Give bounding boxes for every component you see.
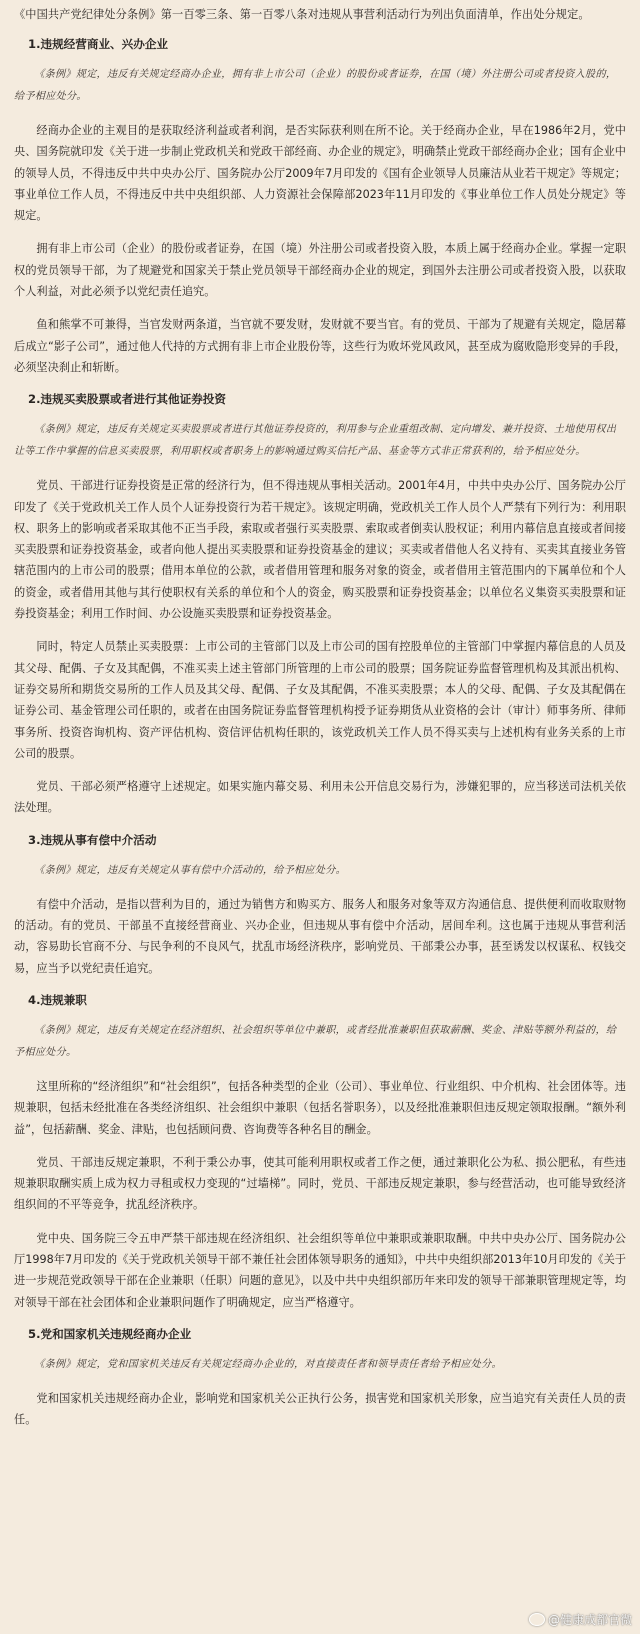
section-heading: 5.党和国家机关违规经商办企业: [28, 1326, 192, 1341]
body-paragraph: 党中央、国务院三令五申严禁干部违规在经济组织、社会组织等单位中兼职或兼职取酬。中共中央办公厅、国务院办公厅1998年7月印发的《关于党政机关领导干部不兼任社会团体领导职务的通知》，中共中央组织部2013年10月印发的《关于进一步规范党政领导干部在企业兼职（任职）问题的意见》，以及中共中央组织部历年来印发的领导干部兼职管理规定等，均对领导干部在社会团体和企业兼职问题作了明确规定，应当严格遵守。: [14, 1231, 626, 1309]
body-paragraph: 党员、干部进行证券投资是正常的经济行为，但不得违规从事相关活动。2001年4月，中共中央办公厅、国务院办公厅印发了《关于党政机关工作人员个人证券投资行为若干规定》。该规定明确，党政机关工作人员个人严禁有下列行为：利用职权、职务上的影响或者采取其他不正当手段，索取或者强行买卖股票、索取或者倒卖认股权证；利用内幕信息直接或者间接买卖股票和证券投资基金，或者向他人提出买卖股票和证券投资基金的建议；买卖或者借他人名义持有、买卖其直接业务管辖范围内的上市公司的股票；借用本单位的公款，或者借用管理和服务对象的资金，或者借用主管范围内的下属单位和个人的资金，或者借用其他与其行使职权有关系的单位和个人的资金，购买股票和证券投资基金；以单位名义集资买卖股票和证券投资基金；利用工作时间、办公设施买卖股票和证券投资基金。: [14, 479, 626, 621]
regulation-quote: 《条例》规定，违反有关规定从事有偿中介活动的，给予相应处分。: [34, 864, 346, 876]
section-heading: 3.违规从事有偿中介活动: [28, 832, 157, 847]
intro-text: 《中国共产党纪律处分条例》第一百零三条、第一百零八条对违规从事营利活动行为列出负面清单，作出处分规定。: [14, 8, 590, 21]
section-2: [14, 390, 626, 818]
section-4: [14, 991, 626, 1313]
regulation-quote: 《条例》规定，违反有关规定买卖股票或者进行其他证券投资的，利用参与企业重组改制、定向增发、兼并投资、土地使用权出让等工作中掌握的信息买卖股票，利用职权或者职务上的影响通过购买信托产品、基金等方式非正常获利的，给予相应处分。: [14, 424, 617, 458]
body-paragraph: 有偿中介活动，是指以营利为目的，通过为销售方和购买方、服务人和服务对象等双方沟通信息、提供便利而收取财物的活动。有的党员、干部虽不直接经营商业、兴办企业，但违规从事有偿中介活动，居间牟利。这也属于违规从事营利活动，容易助长官商不分、与民争利的不良风气，扰乱市场经济秩序，影响党员、干部秉公办事，甚至诱发以权谋私、权钱交易，应当予以党纪责任追究。: [14, 897, 626, 975]
body-paragraph: 党和国家机关违规经商办企业，影响党和国家机关公正执行公务，损害党和国家机关形象，应当追究有关责任人员的责任。: [14, 1391, 626, 1427]
body-paragraph: 同时，特定人员禁止买卖股票：上市公司的主管部门以及上市公司的国有控股单位的主管部门中掌握内幕信息的人员及其父母、配偶、子女及其配偶，不准买卖上述主管部门所管理的上市公司的股票；国务院证券监督管理机构及其派出机构、证券交易所和期货交易所的工作人员及其父母、配偶、子女及其配偶，不准买卖股票；本人的父母、配偶、子女及其配偶在证券公司、基金管理公司任职的，或者在由国务院证券监督管理机构授予证券期货从业资格的会计（审计）师事务所、律师事务所、投资咨询机构、资产评估机构、资信评估机构任职的，该党政机关工作人员不得买卖与上述机构有业务关系的上市公司的股票。: [14, 640, 626, 760]
body-paragraph: 这里所称的“经济组织”和“社会组织”，包括各种类型的企业（公司）、事业单位、行业组织、中介机构、社会团体等。违规兼职，包括未经批准在各类经济组织、社会组织中兼职（包括名誉职务），以及经批准兼职但违反规定领取报酬。“额外利益”，包括薪酬、奖金、津贴，也包括顾问费、咨询费等各种名目的酬金。: [14, 1079, 626, 1136]
section-heading: 4.违规兼职: [28, 992, 87, 1007]
regulation-quote: 《条例》规定，违反有关规定经商办企业，拥有非上市公司（企业）的股份或者证券，在国（境）外注册公司或者投资入股的，给予相应处分。: [14, 69, 617, 102]
section-heading: 2.违规买卖股票或者进行其他证券投资: [28, 392, 226, 407]
body-paragraph: 鱼和熊掌不可兼得，当官发财两条道，当官就不要发财，发财就不要当官。有的党员、干部为了规避有关规定，隐居幕后成立“影子公司”，通过他人代持的方式拥有非上市企业股份等，这些行为败坏党风政风，甚至成为腐败隐形变异的手段，必须坚决刹止和斩断。: [14, 318, 626, 374]
section-1: [14, 35, 626, 378]
section-3: [14, 831, 626, 979]
weibo-watermark: [529, 1611, 632, 1628]
weibo-logo-icon: [529, 1613, 545, 1626]
regulation-quote: 《条例》规定，违反有关规定在经济组织、社会组织等单位中兼职，或者经批准兼职但获取薪酬、奖金、津贴等额外利益的，给予相应处分。: [14, 1024, 617, 1058]
body-paragraph: 党员、干部违反规定兼职，不利于秉公办事，使其可能利用职权或者工作之便，通过兼职化公为私、损公肥私，有些违规兼职取酬实质上成为权力寻租或权力变现的“过墙梯”。同时，党员、干部违反规定兼职，参与经营活动，也可能导致经济组织间的不平等竞争，扰乱经济秩序。: [14, 1155, 626, 1212]
body-paragraph: 拥有非上市公司（企业）的股份或者证券，在国（境）外注册公司或者投资入股，本质上属于经商办企业。掌握一定职权的党员领导干部，为了规避党和国家关于禁止党员领导干部经商办企业的规定，到国外去注册公司或者投资入股，以获取个人利益，对此必须予以党纪责任追究。: [14, 242, 626, 299]
body-paragraph: 经商办企业的主观目的是获取经济利益或者利润，是否实际获利则在所不论。关于经商办企业，早在1986年2月，党中央、国务院就印发《关于进一步制止党政机关和党政干部经商、办企业的规定》，明确禁止党政干部经商办企业；国有企业中的领导人员，不得违反中共中央办公厅、国务院办公厅2009年7月印发的《国有企业领导人员廉洁从业若干规定》等规定；事业单位工作人员，不得违反中共中央组织部、人力资源社会保障部2023年11月印发的《事业单位工作人员处分规定》等规定。: [14, 124, 626, 223]
regulation-quote: 《条例》规定，党和国家机关违反有关规定经商办企业的，对直接责任者和领导责任者给予相应处分。: [34, 1358, 502, 1370]
body-paragraph: 党员、干部必须严格遵守上述规定。如果实施内幕交易、利用未公开信息交易行为，涉嫌犯罪的，应当移送司法机关依法处理。: [14, 780, 626, 815]
section-5: [14, 1325, 626, 1431]
watermark-text: @健康成都官微: [547, 1613, 632, 1627]
section-heading: 1.违规经营商业、兴办企业: [28, 37, 169, 51]
